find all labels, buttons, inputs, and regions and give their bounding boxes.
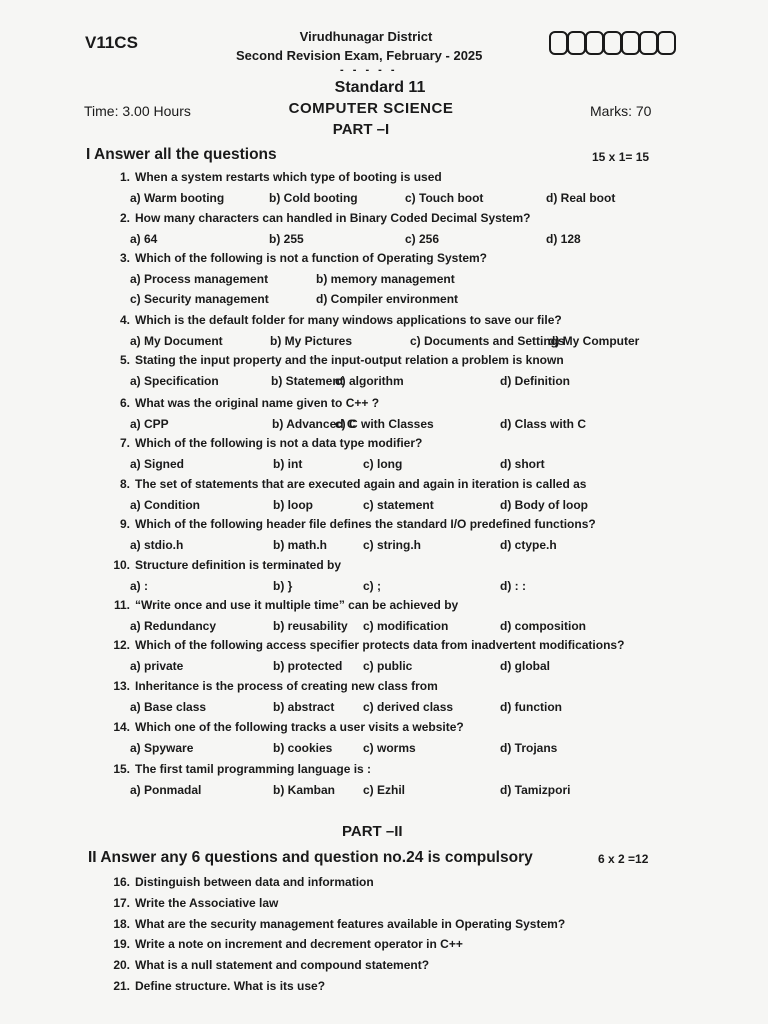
question-6-option-b: b) Advanced C: [272, 417, 356, 431]
question-15-option-c: c) Ezhil: [363, 783, 406, 797]
time-allowed: Time: 3.00 Hours: [84, 103, 191, 119]
question-text: What is a null statement and compound statement?: [135, 958, 430, 972]
part-one-instruction: I Answer all the questions: [86, 146, 277, 163]
question-9-option-d: d) ctype.h: [500, 538, 557, 552]
question-14-option-d: d) Trojans: [500, 741, 558, 755]
question-text: Which of the following header file defines the standard I/O predefined functions?: [135, 517, 596, 531]
subject-title: COMPUTER SCIENCE: [288, 100, 454, 117]
question-text: Which is the default folder for many windows applications to save our file?: [135, 313, 562, 327]
question-2-option-b: b) 255: [269, 232, 304, 246]
question-text: Structure definition is terminated by: [135, 558, 342, 572]
question-text: When a system restarts which type of booting is used: [135, 170, 442, 184]
question-4-option-a: a) My Document: [130, 334, 223, 348]
question-text: “Write once and use it multiple time” can be achieved by: [135, 598, 459, 612]
question-4: [108, 313, 562, 327]
paper-code: V11CS: [85, 33, 138, 52]
question-12: [108, 638, 624, 652]
question-8: [108, 477, 586, 491]
register-box: [603, 31, 622, 55]
question-number: 6.: [119, 396, 130, 410]
question-13-option-b: b) abstract: [273, 700, 335, 714]
question-text: Stating the input property and the input-output relation a problem is known: [135, 353, 564, 367]
question-number: 14.: [113, 720, 130, 734]
part-two-points: 6 x 2 =12: [598, 852, 649, 866]
question-number: 2.: [119, 211, 130, 225]
register-box: [585, 31, 604, 55]
question-13-option-c: c) derived class: [363, 700, 454, 714]
question-15-option-d: d) Tamizpori: [500, 783, 571, 797]
question-2: [108, 211, 530, 225]
question-2-option-a: a) 64: [130, 232, 158, 246]
question-3-option-a: a) Process management: [130, 272, 269, 286]
question-7-option-c: c) long: [363, 457, 403, 471]
question-number: 3.: [119, 251, 130, 265]
question-16: [108, 875, 374, 889]
question-11-option-d: d) composition: [500, 619, 586, 633]
question-5-option-c: c) algorithm: [335, 374, 404, 388]
question-7: [108, 436, 422, 450]
question-2-option-d: d) 128: [546, 232, 581, 246]
question-6: [108, 396, 379, 410]
question-7-option-d: d) short: [500, 457, 545, 471]
question-text: Write the Associative law: [135, 896, 279, 910]
question-3-option-c: c) Security management: [130, 292, 269, 306]
question-text: What are the security management features available in Operating System?: [135, 917, 566, 931]
standard-label: Standard 11: [334, 79, 426, 96]
exam-title: Second Revision Exam, February - 2025: [236, 48, 483, 63]
part-two-instruction: II Answer any 6 questions and question no.24 is compulsory: [88, 849, 533, 866]
total-marks: Marks: 70: [590, 103, 652, 119]
register-box: [621, 31, 640, 55]
question-5-option-b: b) Statement: [271, 374, 344, 388]
question-number: 9.: [119, 517, 130, 531]
question-14-option-c: c) worms: [363, 741, 416, 755]
question-4-option-b: b) My Pictures: [270, 334, 353, 348]
question-number: 13.: [113, 679, 130, 693]
question-14-option-a: a) Spyware: [130, 741, 194, 755]
question-8-option-c: c) statement: [363, 498, 434, 512]
question-text: Write a note on increment and decrement operator in C++: [135, 937, 463, 951]
question-9-option-b: b) math.h: [273, 538, 327, 552]
question-18: [108, 917, 565, 931]
question-15: [108, 762, 371, 776]
question-12-option-b: b) protected: [273, 659, 343, 673]
question-text: Define structure. What is its use?: [135, 979, 326, 993]
question-6-option-a: a) CPP: [130, 417, 169, 431]
question-text: What was the original name given to C++ ?: [135, 396, 380, 410]
question-3-option-b: b) memory management: [316, 272, 455, 286]
question-1-option-b: b) Cold booting: [269, 191, 358, 205]
question-4-option-d: d) My Computer: [548, 334, 640, 348]
register-number-boxes: [549, 31, 675, 55]
question-number: 19.: [113, 937, 130, 951]
question-10-option-d: d) : :: [500, 579, 526, 593]
question-17: [108, 896, 278, 910]
question-2-option-c: c) 256: [405, 232, 440, 246]
question-13: [108, 679, 438, 693]
question-15-option-b: b) Kamban: [273, 783, 336, 797]
question-number: 5.: [119, 353, 130, 367]
question-number: 21.: [113, 979, 130, 993]
question-7-option-b: b) int: [273, 457, 303, 471]
question-14: [108, 720, 464, 734]
question-text: Which of the following access specifier protects data from inadvertent modifications?: [135, 638, 625, 652]
question-text: The first tamil programming language is :: [135, 762, 372, 776]
question-text: Which one of the following tracks a user visits a website?: [135, 720, 464, 734]
question-1: [108, 170, 442, 184]
question-9: [108, 517, 596, 531]
question-8-option-a: a) Condition: [130, 498, 200, 512]
register-box: [567, 31, 586, 55]
question-1-option-d: d) Real boot: [546, 191, 616, 205]
question-10-option-c: c) ;: [363, 579, 381, 593]
question-number: 16.: [113, 875, 130, 889]
question-20: [108, 958, 429, 972]
part-one-points: 15 x 1= 15: [592, 150, 650, 164]
question-text: How many characters can handled in Binary Coded Decimal System?: [135, 211, 531, 225]
question-12-option-a: a) private: [130, 659, 184, 673]
question-number: 20.: [113, 958, 130, 972]
question-1-option-c: c) Touch boot: [405, 191, 484, 205]
question-text: Distinguish between data and information: [135, 875, 374, 889]
question-6-option-d: d) Class with C: [500, 417, 587, 431]
question-3-option-d: d) Compiler environment: [316, 292, 459, 306]
question-11-option-b: b) reusability: [273, 619, 348, 633]
question-13-option-a: a) Base class: [130, 700, 207, 714]
question-text: Inheritance is the process of creating new class from: [135, 679, 438, 693]
question-number: 12.: [113, 638, 130, 652]
question-4-option-c: c) Documents and Settings: [410, 334, 565, 348]
register-box: [657, 31, 676, 55]
question-21: [108, 979, 325, 993]
question-7-option-a: a) Signed: [130, 457, 185, 471]
question-11-option-c: c) modification: [363, 619, 449, 633]
question-11-option-a: a) Redundancy: [130, 619, 217, 633]
question-8-option-b: b) loop: [273, 498, 313, 512]
question-12-option-d: d) global: [500, 659, 550, 673]
question-8-option-d: d) Body of loop: [500, 498, 588, 512]
question-5: [108, 353, 564, 367]
question-text: Which of the following is not a data type modifier?: [135, 436, 423, 450]
question-6-option-c: c) C with Classes: [335, 417, 434, 431]
question-10-option-a: a) :: [130, 579, 148, 593]
question-number: 8.: [119, 477, 130, 491]
question-12-option-c: c) public: [363, 659, 413, 673]
question-number: 7.: [119, 436, 130, 450]
part-two-heading: PART –II: [342, 823, 403, 840]
question-11: [108, 598, 458, 612]
question-number: 18.: [113, 917, 130, 931]
question-text: Which of the following is not a function of Operating System?: [135, 251, 487, 265]
part-one-heading: PART –I: [332, 121, 390, 138]
question-text: The set of statements that are executed again and again in iteration is called as: [135, 477, 587, 491]
question-3: [108, 251, 487, 265]
question-number: 4.: [119, 313, 130, 327]
question-15-option-a: a) Ponmadal: [130, 783, 202, 797]
question-19: [108, 937, 463, 951]
question-10-option-b: b) }: [273, 579, 293, 593]
question-9-option-a: a) stdio.h: [130, 538, 184, 552]
question-number: 15.: [113, 762, 130, 776]
question-9-option-c: c) string.h: [363, 538, 422, 552]
register-box: [639, 31, 658, 55]
question-number: 11.: [113, 598, 130, 612]
question-number: 17.: [113, 896, 130, 910]
question-number: 10.: [113, 558, 130, 572]
question-1-option-a: a) Warm booting: [130, 191, 225, 205]
header-dashes: - - - - -: [340, 64, 398, 76]
question-5-option-d: d) Definition: [500, 374, 570, 388]
question-number: 1.: [119, 170, 130, 184]
question-10: [108, 558, 341, 572]
question-14-option-b: b) cookies: [273, 741, 333, 755]
district-name: Virudhunagar District: [299, 29, 433, 44]
question-13-option-d: d) function: [500, 700, 562, 714]
question-5-option-a: a) Specification: [130, 374, 219, 388]
register-box: [549, 31, 568, 55]
